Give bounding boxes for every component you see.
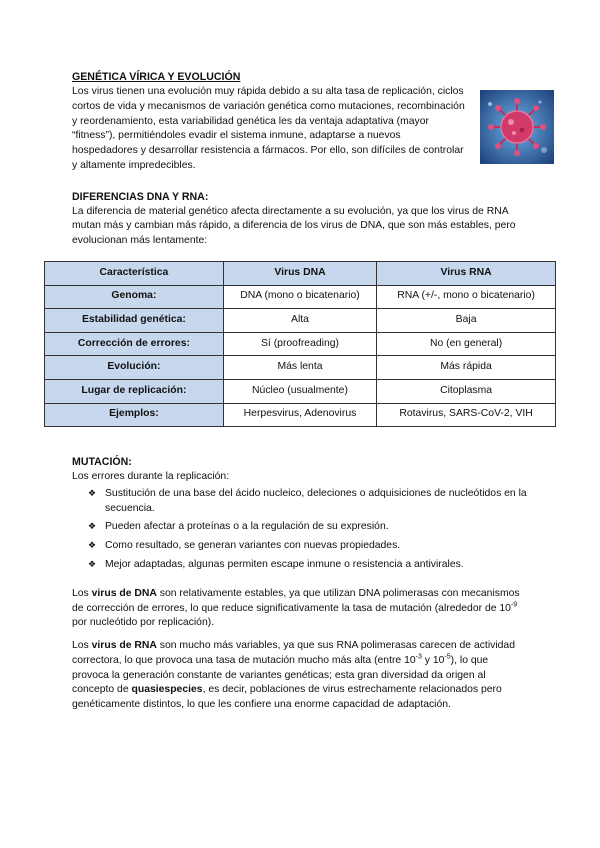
table-row-label: Evolución: (45, 356, 224, 380)
table-row (45, 379, 556, 403)
table-row-label: Estabilidad genética: (45, 309, 224, 333)
document-page (72, 70, 535, 713)
table-row (45, 309, 556, 333)
diamond-bullet-icon: ❖ (88, 521, 97, 532)
table-row-label: Corrección de errores: (45, 332, 224, 356)
mutation-bullet-list (72, 487, 528, 573)
table-row-label: Lugar de replicación: (45, 379, 224, 403)
table-row-label: Ejemplos: (45, 403, 224, 427)
table-row (45, 403, 556, 427)
list-item: ❖ Sustitución de una base del ácido nucleico, deleciones o adquisiciones de nucleótidos en la secuencia. (88, 487, 527, 514)
table-cell: Baja (377, 309, 556, 333)
differences-paragraph: La diferencia de material genético afecta directamente a su evolución, ya que los virus de RNA mutan más y cambian más rápido, a diferencia de los virus de DNA, que son más estables, pero evolucionan más lentamente: (72, 205, 516, 247)
table-cell: Alta (223, 309, 376, 333)
section-heading-mutacion: MUTACIÓN: (72, 456, 132, 469)
mutation-intro: Los errores durante la replicación: (72, 471, 230, 483)
list-item: ❖ Mejor adaptadas, algunas permiten escape inmune o resistencia a antivirales. (88, 558, 464, 570)
diamond-bullet-icon: ❖ (88, 540, 97, 551)
list-item: ❖ Pueden afectar a proteínas o a la regulación de su expresión. (88, 521, 389, 533)
rna-virus-paragraph: Los virus de RNA son mucho más variables, ya que sus RNA polimerasas carecen de actividad correctora, lo que provoca una tasa de mutación mucho más alta (entre $10^{-3}$ y $10^{-5}$), lo que provoca la generación constante de variantes genéticas; esta gran diversidad da origen al concepto de quasiespecies, es decir, poblaciones de virus estrechamente relacionados pero genéticamente distintos, lo que les confiere una enorme capacidad de adaptación. (72, 640, 515, 711)
section-heading-diferencias: DIFERENCIAS DNA Y RNA: (72, 190, 209, 203)
table-cell: DNA (mono o bicatenario) (223, 285, 376, 309)
table-cell: Citoplasma (377, 379, 556, 403)
table-header-row (45, 261, 556, 285)
table-row (45, 332, 556, 356)
comparison-table (44, 261, 556, 427)
table-header-cell: Virus DNA (223, 261, 376, 285)
intro-paragraph: Los virus tienen una evolución muy rápida debido a su alta tasa de replicación, ciclos cortos de vida y mecanismos de variación genética como mutaciones, recombinación y reordenamiento, esta variabilidad genética les da ventaja adaptativa (mayor “fitness”), permitiéndoles evadir el sistema inmune, adaptarse a nuevos hospedadores y desarrollar resistencia a fármacos. Por ello, son difíciles de controlar y altamente impredecibles. (72, 86, 465, 171)
diamond-bullet-icon: ❖ (88, 558, 97, 569)
table-cell: RNA (+/-, mono o bicatenario) (377, 285, 556, 309)
table-cell: Rotavirus, SARS-CoV-2, VIH (377, 403, 556, 427)
table-row-label: Genoma: (45, 285, 224, 309)
table-cell: No (en general) (377, 332, 556, 356)
section-title-genetica: GENÉTICA VÍRICA Y EVOLUCIÓN (72, 71, 241, 83)
table-header-cell: Característica (45, 261, 224, 285)
table-row (45, 285, 556, 309)
diamond-bullet-icon: ❖ (88, 487, 97, 498)
dna-virus-paragraph: Los virus de DNA son relativamente estables, ya que utilizan DNA polimerasas con mecanismos de corrección de errores, lo que reduce significativamente la tasa de mutación (alrededor de $10^{-9}$ por nucleótido por replicación). (72, 587, 520, 629)
table-row (45, 356, 556, 380)
table-cell: Sí (proofreading) (223, 332, 376, 356)
table-cell: Más lenta (223, 356, 376, 380)
table-cell: Núcleo (usualmente) (223, 379, 376, 403)
table-header-cell: Virus RNA (377, 261, 556, 285)
table-cell: Herpesvirus, Adenovirus (223, 403, 376, 427)
list-item: ❖ Como resultado, se generan variantes con nuevas propiedades. (88, 540, 401, 552)
table-cell: Más rápida (377, 356, 556, 380)
virus-illustration (480, 90, 554, 164)
